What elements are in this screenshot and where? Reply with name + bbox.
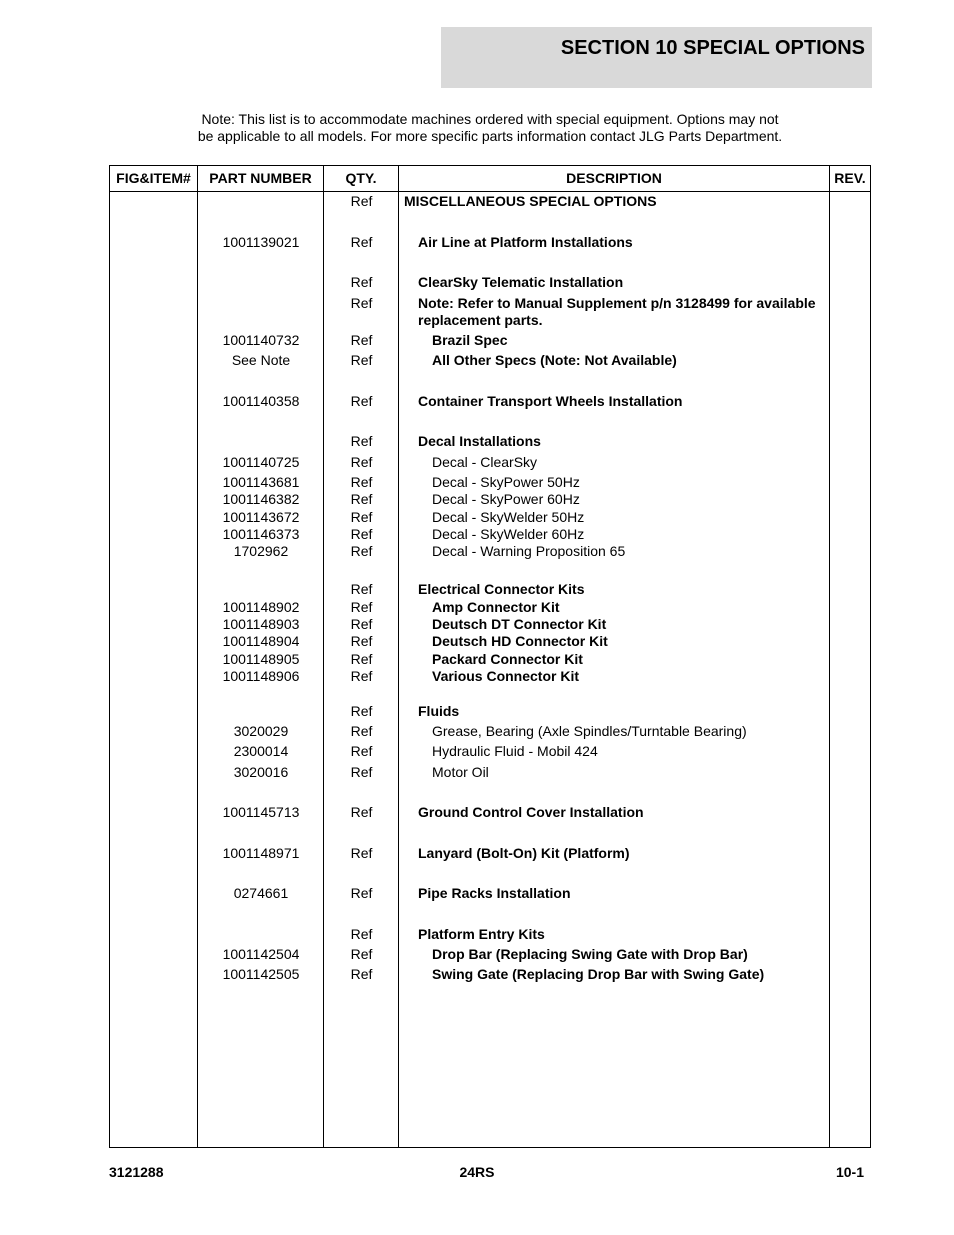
description-cell: Brazil Spec [432,332,508,348]
part-number-cell: 1702962 [233,543,289,559]
description-cell: Air Line at Platform Installations [418,234,633,250]
description-cell: MISCELLANEOUS SPECIAL OPTIONS [404,193,657,209]
qty-cell: Ref [350,234,373,250]
part-number-cell: 1001143672 [222,509,300,525]
description-cell: Ground Control Cover Installation [418,804,644,820]
part-number-cell: 1001146382 [222,491,300,507]
description-cell: Packard Connector Kit [432,651,583,667]
part-number-cell: 1001148906 [222,668,300,684]
qty-cell: Ref [350,946,373,962]
part-number-cell: 1001148971 [222,845,300,861]
description-cell: Note: Refer to Manual Supplement p/n 3128499 for available replacement parts. [418,295,816,328]
qty-cell: Ref [350,616,373,632]
qty-cell: Ref [350,509,373,525]
part-number-cell: 3020029 [233,723,289,739]
description-cell: Decal Installations [418,433,541,449]
qty-cell: Ref [350,393,373,409]
description-cell: Decal - SkyWelder 60Hz [432,526,585,542]
qty-cell: Ref [350,804,373,820]
part-number-cell: 1001140358 [222,393,300,409]
section-title: SECTION 10 SPECIAL OPTIONS [560,37,865,59]
description-cell: Decal - SkyPower 60Hz [432,491,580,507]
description-cell: Decal - SkyWelder 50Hz [432,509,585,525]
description-cell: All Other Specs (Note: Not Available) [432,352,677,368]
parts-table [109,165,871,1148]
qty-cell: Ref [350,633,373,649]
description-cell: ClearSky Telematic Installation [418,274,624,290]
description-cell: Decal - SkyPower 50Hz [432,474,580,490]
part-number-cell: 1001148904 [222,633,300,649]
column-header-description: DESCRIPTION [566,170,662,186]
qty-cell: Ref [350,743,373,759]
qty-cell: Ref [350,668,373,684]
part-number-cell: 1001139021 [222,234,300,250]
qty-cell: Ref [350,885,373,901]
description-cell: Grease, Bearing (Axle Spindles/Turntable Bearing) [432,723,747,739]
part-number-cell: 3020016 [233,764,289,780]
column-header-rev: REV. [834,170,866,186]
qty-cell: Ref [350,599,373,615]
part-number-cell: 1001140732 [222,332,300,348]
qty-cell: Ref [350,703,373,719]
part-number-cell: See Note [231,352,291,368]
description-cell: Hydraulic Fluid - Mobil 424 [432,743,598,759]
qty-cell: Ref [350,295,373,311]
qty-cell: Ref [350,491,373,507]
description-cell: Drop Bar (Replacing Swing Gate with Drop Bar) [432,946,748,962]
qty-cell: Ref [350,454,373,470]
part-number-cell: 1001142505 [222,966,300,982]
qty-cell: Ref [350,845,373,861]
part-number-cell: 1001145713 [222,804,300,820]
description-cell: Various Connector Kit [432,668,580,684]
description-cell: Electrical Connector Kits [418,581,585,597]
description-cell: Platform Entry Kits [418,926,545,942]
footer-model: 24RS [459,1164,495,1180]
qty-cell: Ref [350,651,373,667]
part-number-cell: 1001148902 [222,599,300,615]
qty-cell: Ref [350,352,373,368]
qty-cell: Ref [350,474,373,490]
section-header [441,27,872,88]
qty-cell: Ref [350,332,373,348]
description-cell: Pipe Racks Installation [418,885,571,901]
part-number-cell: 1001143681 [222,474,300,490]
column-header-fig-item: FIG&ITEM# [116,170,191,186]
part-number-cell: 0274661 [233,885,289,901]
column-header-qty: QTY. [345,170,377,186]
header-divider [110,191,870,192]
description-cell: Motor Oil [432,764,489,780]
qty-cell: Ref [350,193,373,209]
qty-cell: Ref [350,274,373,290]
part-number-cell: 2300014 [233,743,289,759]
qty-cell: Ref [350,966,373,982]
description-cell: Swing Gate (Replacing Drop Bar with Swing Gate) [432,966,765,982]
part-number-cell: 1001142504 [222,946,300,962]
footer-doc-number: 3121288 [109,1164,164,1180]
qty-cell: Ref [350,433,373,449]
qty-cell: Ref [350,581,373,597]
qty-cell: Ref [350,543,373,559]
part-number-cell: 1001148905 [222,651,300,667]
qty-cell: Ref [350,926,373,942]
part-number-cell: 1001140725 [222,454,300,470]
qty-cell: Ref [350,723,373,739]
qty-cell: Ref [350,764,373,780]
note-line: be applicable to all models. For more specific parts information contact JLG Parts Department. [197,128,783,144]
description-cell: Decal - ClearSky [432,454,538,470]
column-header-part-number: PART NUMBER [209,170,312,186]
description-cell: Amp Connector Kit [432,599,560,615]
special-equipment-note [110,111,870,145]
description-cell: Decal - Warning Proposition 65 [432,543,626,559]
description-cell: Deutsch DT Connector Kit [432,616,607,632]
note-line: Note: This list is to accommodate machines ordered with special equipment. Options may not [201,111,779,127]
footer-page-number: 10-1 [835,1164,864,1180]
description-cell: Lanyard (Bolt-On) Kit (Platform) [418,845,630,861]
description-cell: Fluids [418,703,460,719]
part-number-cell: 1001148903 [222,616,300,632]
description-cell: Container Transport Wheels Installation [418,393,683,409]
description-cell: Deutsch HD Connector Kit [432,633,608,649]
part-number-cell: 1001146373 [222,526,300,542]
qty-cell: Ref [350,526,373,542]
